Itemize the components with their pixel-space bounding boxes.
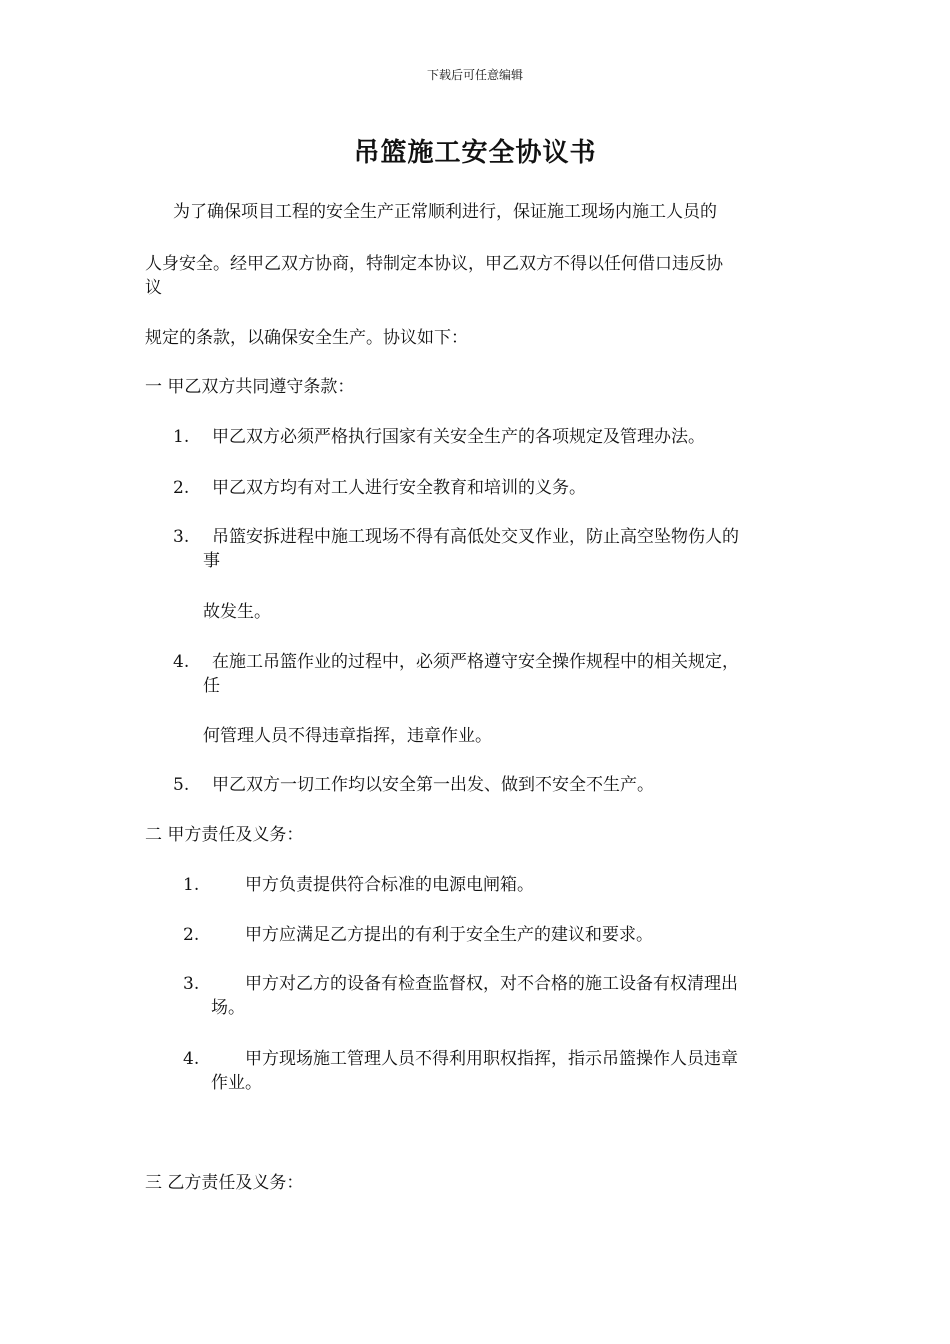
section-heading: 三 乙方责任及义务： [145, 1173, 304, 1193]
list-number: 3. [183, 974, 200, 994]
list-item-wrap: 任 [203, 676, 220, 696]
list-item-continuation: 故发生。 [203, 602, 271, 622]
list-number: 2. [183, 925, 200, 945]
intro-line-2: 人身安全。经甲乙双方协商，特制定本协议，甲乙双方不得以任何借口违反协 [145, 254, 723, 274]
list-item: 甲乙双方必须严格执行国家有关安全生产的各项规定及管理办法。 [212, 427, 705, 447]
list-item-continuation: 何管理人员不得违章指挥，违章作业。 [203, 726, 492, 746]
list-number: 3. [173, 527, 190, 547]
list-item: 甲乙双方均有对工人进行安全教育和培训的义务。 [212, 478, 586, 498]
list-number: 4. [173, 652, 190, 672]
list-item-wrap: 作业。 [211, 1073, 262, 1093]
section-heading: 二 甲方责任及义务： [145, 825, 304, 845]
list-number: 4. [183, 1049, 200, 1069]
document-title: 吊篮施工安全协议书 [353, 138, 597, 168]
list-item-wrap: 事 [203, 551, 220, 571]
intro-line-1: 为了确保项目工程的安全生产正常顺利进行，保证施工现场内施工人员的 [173, 202, 717, 222]
header-note: 下载后可任意编辑 [426, 68, 523, 82]
list-item: 甲方现场施工管理人员不得利用职权指挥，指示吊篮操作人员违章 [245, 1049, 738, 1069]
intro-line-2-wrap: 议 [145, 278, 162, 298]
list-item: 甲方对乙方的设备有检查监督权，对不合格的施工设备有权清理出 [245, 974, 738, 994]
list-item: 吊篮安拆进程中施工现场不得有高低处交叉作业，防止高空坠物伤人的 [212, 527, 739, 547]
section-heading: 一 甲乙双方共同遵守条款： [145, 377, 355, 397]
list-number: 2. [173, 478, 190, 498]
intro-line-3: 规定的条款，以确保安全生产。协议如下： [145, 328, 468, 348]
list-item: 甲乙双方一切工作均以安全第一出发、做到不安全不生产。 [212, 775, 654, 795]
list-item: 甲方负责提供符合标准的电源电闸箱。 [245, 875, 534, 895]
list-number: 5. [173, 775, 190, 795]
list-item: 在施工吊篮作业的过程中，必须严格遵守安全操作规程中的相关规定， [212, 652, 739, 672]
list-number: 1. [173, 427, 190, 447]
list-number: 1. [183, 875, 200, 895]
list-item: 甲方应满足乙方提出的有利于安全生产的建议和要求。 [245, 925, 653, 945]
list-item-wrap: 场。 [211, 998, 245, 1018]
